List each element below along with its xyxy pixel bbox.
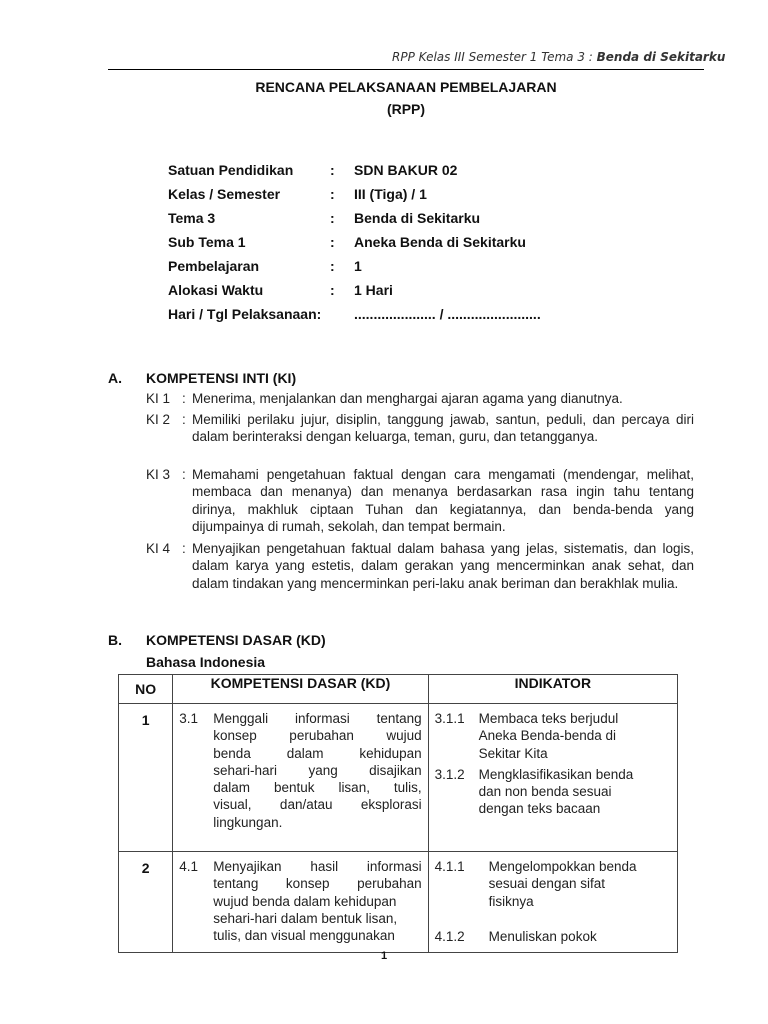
section-a-title: KOMPETENSI INTI (KI)	[146, 370, 297, 386]
indicator-number: 4.1.1	[434, 859, 465, 874]
kd-number: 3.1	[179, 711, 199, 726]
indicator-line: fisiknya	[488, 893, 534, 909]
ki-colon: :	[182, 541, 186, 556]
kd-line: tentang konsep perubahan	[213, 876, 422, 892]
kd-word: hasil	[310, 859, 339, 874]
indicator-number: 3.1.1	[434, 711, 465, 726]
info-colon: :	[330, 162, 335, 178]
kd-line: tulis, dan visual menggunakan	[213, 928, 395, 944]
kd-line: benda dalam kehidupan	[213, 745, 422, 761]
indicator-number: 3.1.2	[434, 766, 465, 782]
info-label: Hari / Tgl Pelaksanaan:	[168, 306, 322, 322]
indicator-line: Membaca teks berjudul	[478, 711, 619, 726]
table-row	[119, 852, 678, 953]
info-value: III (Tiga) / 1	[354, 186, 427, 202]
ki-code: KI 2	[146, 412, 171, 427]
indicator-line: Mengklasifikasikan benda	[478, 766, 634, 782]
info-label: Sub Tema 1	[168, 234, 246, 250]
table-header-row	[119, 675, 678, 704]
kd-word: Menggali	[213, 711, 269, 726]
kd-word: tentang	[376, 711, 422, 726]
kd-line: konsep perubahan wujud	[213, 728, 422, 744]
indicator-line: Aneka Benda-benda di	[478, 728, 617, 744]
header-divider	[108, 69, 704, 70]
header-topic: Benda di Sekitarku	[596, 50, 726, 64]
indicator-line: Sekitar Kita	[478, 745, 548, 761]
info-colon: :	[330, 258, 335, 274]
kd-table	[118, 674, 678, 953]
indicator-cell	[428, 704, 677, 852]
ki-item	[146, 411, 694, 446]
kd-word: Menyajikan	[213, 859, 282, 874]
ki-colon: :	[182, 412, 186, 427]
kd-first-line	[213, 710, 421, 727]
info-label: Kelas / Semester	[168, 186, 281, 202]
kd-line: sehari-hari yang disajikan	[213, 762, 422, 778]
kd-word: informasi	[366, 859, 422, 874]
indicator-item	[435, 766, 673, 818]
info-colon: :	[330, 234, 335, 250]
subject-heading: Bahasa Indonesia	[146, 654, 266, 670]
page-number: 1	[380, 950, 388, 962]
kd-line: lingkungan.	[213, 814, 283, 830]
indicator-number: 4.1.2	[434, 928, 465, 944]
info-label: Satuan Pendidikan	[168, 162, 294, 178]
info-colon: :	[330, 186, 335, 202]
info-label: Alokasi Waktu	[168, 282, 264, 298]
ki-colon: :	[182, 391, 186, 406]
table-row	[119, 704, 678, 852]
kd-line: dalam bentuk lisan, tulis,	[213, 780, 422, 796]
indicator-line: sesuai dengan sifat	[488, 876, 605, 892]
info-value: 1	[354, 258, 362, 274]
kd-first-line	[213, 858, 421, 875]
kd-cell	[173, 704, 428, 852]
ki-text: Memahami pengetahuan faktual dengan cara mengamati (mendengar, melihat, membaca dan menanya) dan menanya berdasarkan rasa ingin tahu tentang dirinya, makhluk ciptaan Tuhan dan kegiatannya, dan benda-benda yang dijumpainya di rumah, sekolah, dan tempat bermain.	[192, 467, 694, 534]
info-label: Pembelajaran	[168, 258, 260, 274]
running-header	[392, 50, 726, 64]
info-value: Aneka Benda di Sekitarku	[354, 234, 526, 250]
info-value: 1 Hari	[354, 282, 393, 298]
indicator-line: dan non benda sesuai	[478, 784, 612, 800]
column-header-no: NO	[119, 675, 173, 704]
kd-cell	[173, 852, 428, 953]
ki-text: Memiliki perilaku jujur, disiplin, tanggung jawab, santun, peduli, dan percaya diri dalam berinteraksi dengan keluarga, teman, guru, dan tetangganya.	[192, 412, 694, 445]
indicator-line: dengan teks bacaan	[478, 801, 601, 817]
kd-line: visual, dan/atau eksplorasi	[213, 797, 422, 813]
ki-code: KI 3	[146, 467, 171, 482]
info-value: Benda di Sekitarku	[354, 210, 481, 226]
indicator-item	[435, 858, 673, 910]
info-value: SDN BAKUR 02	[354, 162, 458, 178]
indicator-item	[435, 928, 673, 945]
indicator-item	[435, 710, 673, 762]
column-header-kd: KOMPETENSI DASAR (KD)	[173, 675, 428, 704]
info-value: ..................... / ........................	[354, 306, 541, 322]
info-colon: :	[330, 282, 335, 298]
indicator-line: Mengelompokkan benda	[488, 859, 637, 874]
row-number: 1	[119, 704, 173, 852]
ki-item	[146, 466, 694, 535]
kd-line: wujud benda dalam kehidupan	[213, 893, 397, 909]
ki-text: Menerima, menjalankan dan menghargai ajaran agama yang dianutnya.	[192, 391, 623, 406]
row-number: 2	[119, 852, 173, 953]
indicator-cell	[428, 852, 677, 953]
ki-item	[146, 540, 694, 592]
document-title: RENCANA PELAKSANAAN PEMBELAJARAN	[255, 79, 557, 95]
ki-colon: :	[182, 467, 186, 482]
kd-number: 4.1	[179, 859, 199, 874]
kd-word: informasi	[294, 711, 350, 726]
section-b-title: KOMPETENSI DASAR (KD)	[146, 632, 326, 648]
ki-code: KI 1	[146, 391, 171, 406]
info-label: Tema 3	[168, 210, 216, 226]
info-colon: :	[330, 210, 335, 226]
ki-text: Menyajikan pengetahuan faktual dalam bahasa yang jelas, sistematis, dan logis, dalam karya yang estetis, dalam gerakan yang mencerminkan anak sehat, dan dalam tindakan yang mencerminkan peri-laku anak beriman dan berakhlak mulia.	[192, 541, 694, 591]
ki-code: KI 4	[146, 541, 171, 556]
kd-line: sehari-hari dalam bentuk lisan,	[213, 910, 398, 926]
section-a-letter: A.	[108, 370, 122, 386]
column-header-indikator: INDIKATOR	[428, 675, 677, 704]
header-prefix: RPP Kelas III Semester 1 Tema 3 :	[392, 50, 597, 64]
document-subtitle: (RPP)	[386, 101, 426, 117]
section-b-letter: B.	[108, 632, 122, 648]
indicator-line: Menuliskan pokok	[488, 928, 597, 944]
ki-item	[146, 390, 694, 407]
